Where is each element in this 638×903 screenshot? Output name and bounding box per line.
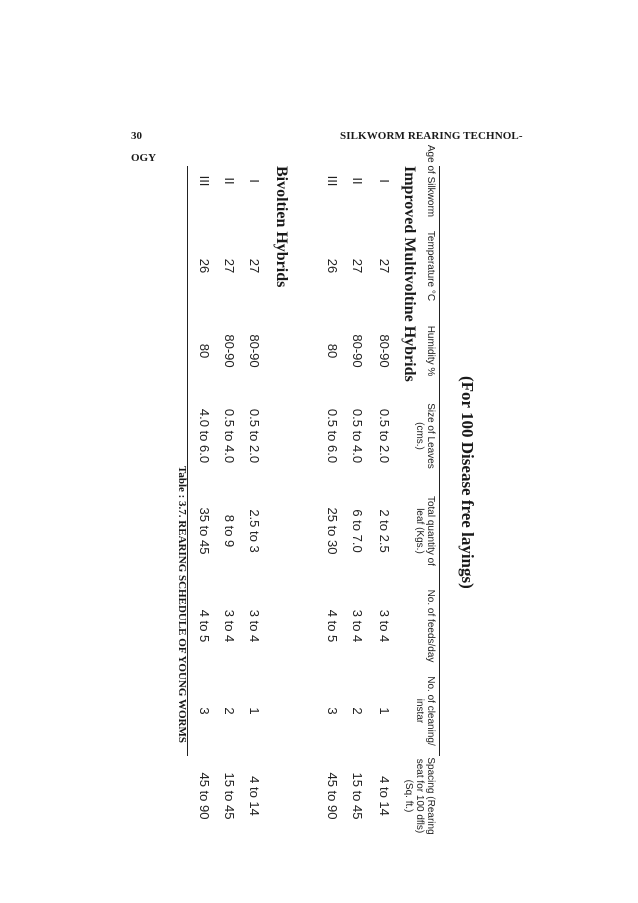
table-cell: 15 to 45 xyxy=(222,772,237,820)
table-cell: 27 xyxy=(350,258,365,274)
running-head: SILKWORM REARING TECHNOL- xyxy=(340,130,523,142)
table-cell: III xyxy=(197,175,212,187)
table-cell: 3 to 4 xyxy=(350,609,365,643)
table-cell: 27 xyxy=(247,258,262,274)
table-cell: 45 to 90 xyxy=(197,772,212,820)
table-cell: 0.5 to 2.0 xyxy=(247,408,262,464)
table-cell: 2 xyxy=(222,707,237,715)
table-cell: 80 xyxy=(197,343,212,359)
table-cell: 26 xyxy=(325,258,340,274)
table-cell: 4.0 to 6.0 xyxy=(197,408,212,464)
table-cell: 27 xyxy=(222,258,237,274)
table-cell: 4 to 5 xyxy=(325,609,340,643)
rotated-table xyxy=(176,144,480,896)
table-top-rule xyxy=(439,166,440,756)
table-cell: 2 xyxy=(350,707,365,715)
table-cell: 26 xyxy=(197,258,212,274)
table-cell: 2 to 2.5 xyxy=(377,509,392,553)
column-header: Total quantity of leaf (Kgs.) xyxy=(414,495,436,567)
column-header: No. of feeds/day xyxy=(425,589,436,663)
table-cell: 80 xyxy=(325,343,340,359)
table-cell: II xyxy=(222,177,237,185)
table-cell: 80-90 xyxy=(377,334,392,368)
table-cell: 25 to 30 xyxy=(325,507,340,555)
column-header: Age of Silkworm xyxy=(425,144,436,218)
table-cell: 6 to 7.0 xyxy=(350,509,365,553)
table-cell: 27 xyxy=(377,258,392,274)
table-cell: 80-90 xyxy=(350,334,365,368)
table-subtitle: (For 100 Disease free layings) xyxy=(458,376,477,589)
section-title: Bivoltien Hybrids xyxy=(273,166,290,288)
table-cell: 0.5 to 4.0 xyxy=(350,408,365,464)
table-cell: 35 to 45 xyxy=(197,507,212,555)
table-cell: 1 xyxy=(247,707,262,715)
table-caption: Table : 3.7. REARING SCHEDULE OF YOUNG WORMS xyxy=(176,466,188,743)
column-header: Spacing (Rearing seat for 100 dfls) (Sq. ft.) xyxy=(403,757,436,835)
table-cell: 0.5 to 6.0 xyxy=(325,408,340,464)
table-cell: 3 to 4 xyxy=(222,609,237,643)
column-header: Humidity % xyxy=(425,325,436,377)
table-cell: 3 to 4 xyxy=(377,609,392,643)
table-cell: 80-90 xyxy=(247,334,262,368)
table-cell: II xyxy=(350,177,365,185)
table-cell: 3 xyxy=(197,707,212,715)
page-number: 30 xyxy=(131,130,142,142)
table-cell: 0.5 to 2.0 xyxy=(377,408,392,464)
column-header: Size of Leaves (cms.) xyxy=(414,403,436,469)
table-cell: 45 to 90 xyxy=(325,772,340,820)
table-cell: 0.5 to 4.0 xyxy=(222,408,237,464)
table-cell: 4 to 14 xyxy=(247,776,262,816)
running-head-continued: OGY xyxy=(131,152,157,164)
table-cell: III xyxy=(325,175,340,187)
table-cell: 4 to 14 xyxy=(377,776,392,816)
table-cell: 4 to 5 xyxy=(197,609,212,643)
section-title: Improved Multivoltine Hybrids xyxy=(401,166,418,382)
column-header: Temperature °C xyxy=(425,230,436,302)
table-cell: 80-90 xyxy=(222,334,237,368)
table-cell: 2.5 to 3 xyxy=(247,509,262,553)
table-cell: 3 to 4 xyxy=(247,609,262,643)
table-cell: I xyxy=(247,179,262,183)
table-cell: I xyxy=(377,179,392,183)
table-cell: 1 xyxy=(377,707,392,715)
table-cell: 15 to 45 xyxy=(350,772,365,820)
table-cell: 8 to 9 xyxy=(222,514,237,548)
table-cell: 3 xyxy=(325,707,340,715)
column-header: No. of cleaning/ instar xyxy=(414,676,436,746)
